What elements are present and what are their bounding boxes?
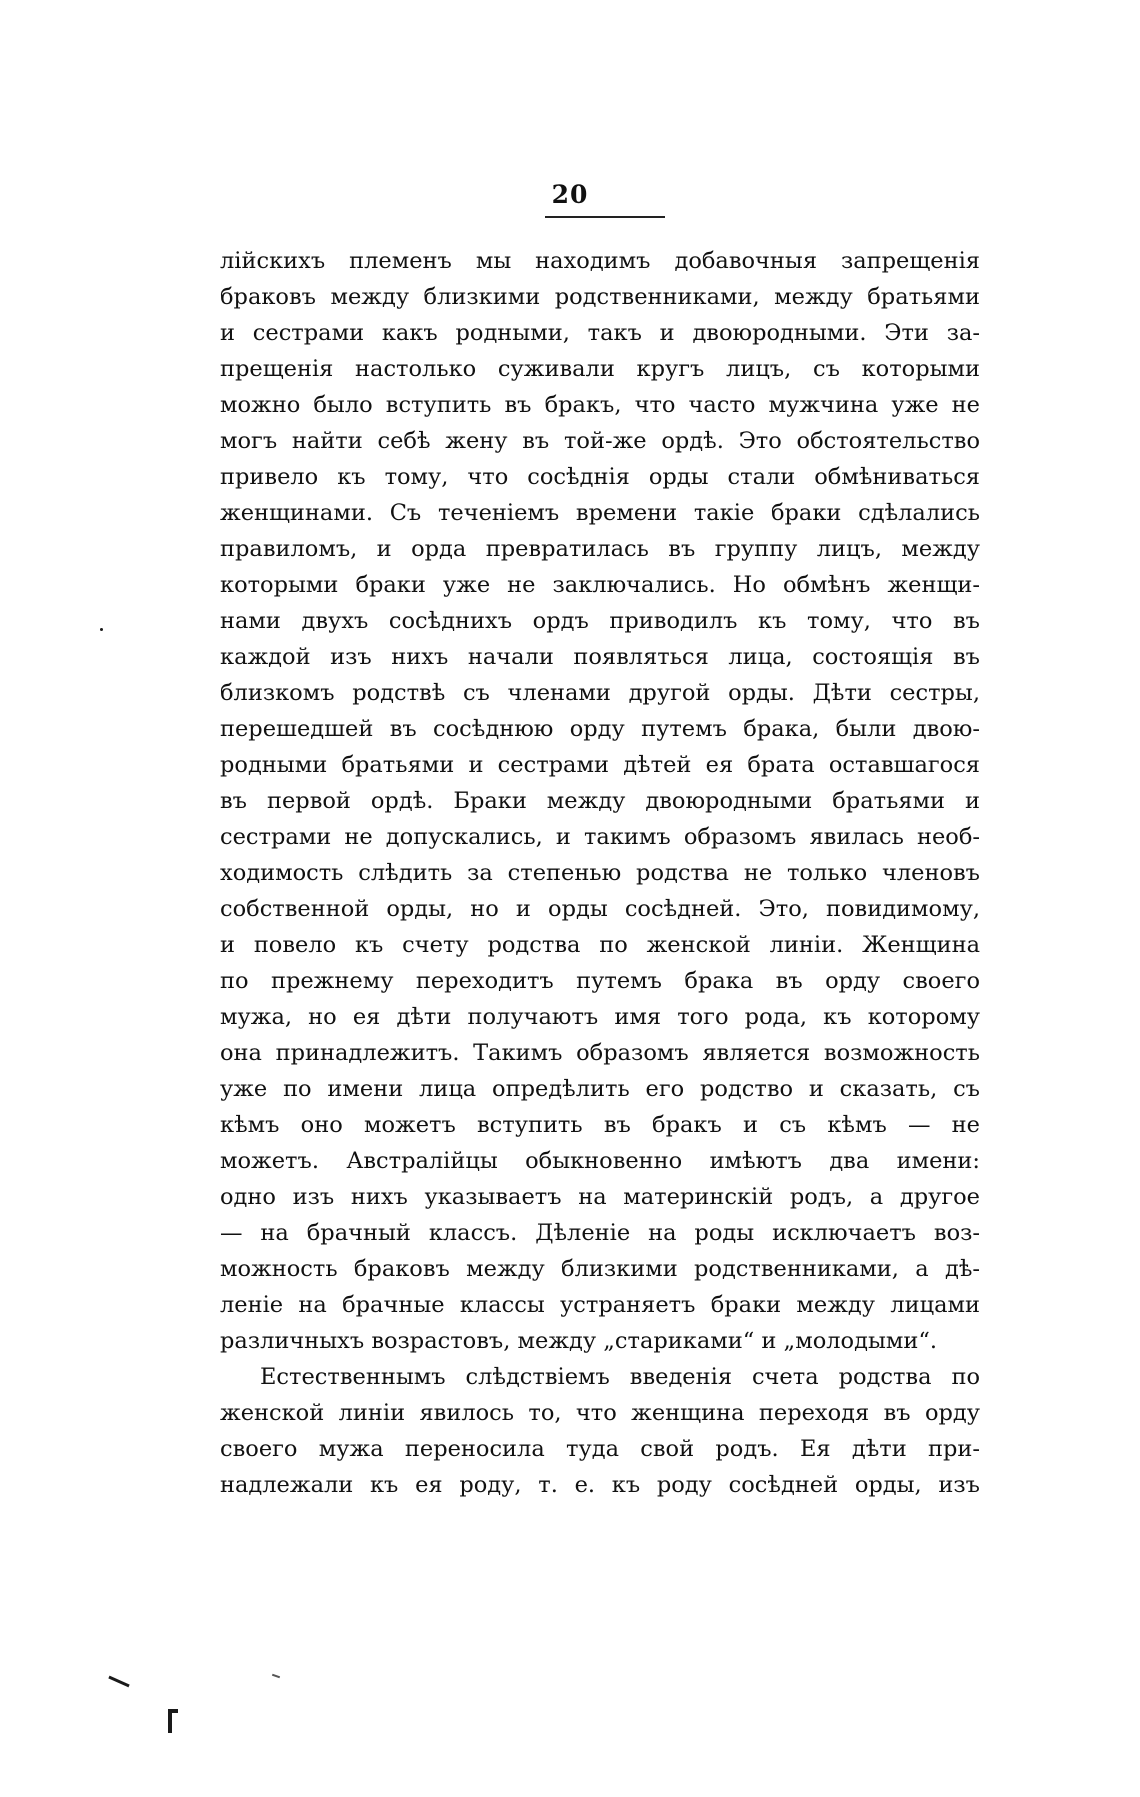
paragraph-end-line: различныхъ возрастовъ, между „стариками“ и „молодыми“. xyxy=(220,1328,938,1354)
text-line: которыми браки уже не заключались. Но обмѣнъ женщи- xyxy=(220,572,980,598)
page-number-rule xyxy=(545,216,665,218)
text-line: нами двухъ сосѣднихъ ордъ приводилъ къ тому, что въ xyxy=(220,608,980,634)
text-line: могъ найти себѣ жену въ той-же ордѣ. Это обстоятельство xyxy=(220,428,980,454)
text-line: уже по имени лица опредѣлить его родство и сказать, съ xyxy=(220,1076,980,1102)
text-line: и повело къ счету родства по женской линіи. Женщина xyxy=(220,932,980,958)
text-line: леніе на брачные классы устраняетъ браки между лицами xyxy=(220,1292,980,1318)
body-text xyxy=(220,243,980,1503)
scan-mark xyxy=(168,1709,178,1713)
text-line: она принадлежитъ. Такимъ образомъ является возможность xyxy=(220,1040,980,1066)
text-line: каждой изъ нихъ начали появляться лица, состоящія въ xyxy=(220,644,980,670)
text-line: перешедшей въ сосѣднюю орду путемъ брака, были двою- xyxy=(220,716,980,742)
text-line: по прежнему переходитъ путемъ брака въ орду своего xyxy=(220,968,980,994)
text-line: своего мужа переносила туда свой родъ. Ея дѣти при- xyxy=(220,1436,980,1462)
text-line: можность браковъ между близкими родственниками, а дѣ- xyxy=(220,1256,980,1282)
text-line: — на брачный классъ. Дѣленіе на роды исключаетъ воз- xyxy=(220,1220,980,1246)
text-line: ходимость слѣдить за степенью родства не только членовъ xyxy=(220,860,980,886)
text-line: родными братьями и сестрами дѣтей ея брата оставшагося xyxy=(220,752,980,778)
text-line: мужа, но ея дѣти получаютъ имя того рода, къ которому xyxy=(220,1004,980,1030)
text-line: привело къ тому, что сосѣднія орды стали обмѣниваться xyxy=(220,464,980,490)
scan-mark xyxy=(272,1674,280,1679)
text-line: собственной орды, но и орды сосѣдней. Это, повидимому, xyxy=(220,896,980,922)
scan-mark xyxy=(108,1676,129,1688)
paragraph-start-line: Естественнымъ слѣдствіемъ введенія счета родства по xyxy=(260,1364,980,1390)
text-line: надлежали къ ея роду, т. е. къ роду сосѣдней орды, изъ xyxy=(220,1472,980,1498)
text-line: одно изъ нихъ указываетъ на материнскій родъ, а другое xyxy=(220,1184,980,1210)
text-line: лійскихъ племенъ мы находимъ добавочныя запрещенія xyxy=(220,248,980,274)
text-line: можетъ. Австралійцы обыкновенно имѣютъ два имени: xyxy=(220,1148,980,1174)
text-line: женщинами. Съ теченіемъ времени такіе браки сдѣлались xyxy=(220,500,980,526)
page-number: 20 xyxy=(551,180,589,209)
text-line: прещенія настолько суживали кругъ лицъ, съ которыми xyxy=(220,356,980,382)
text-line: правиломъ, и орда превратилась въ группу лицъ, между xyxy=(220,536,980,562)
text-line: близкомъ родствѣ съ членами другой орды. Дѣти сестры, xyxy=(220,680,980,706)
text-line: можно было вступить въ бракъ, что часто мужчина уже не xyxy=(220,392,980,418)
text-line: кѣмъ оно можетъ вступить въ бракъ и съ кѣмъ — не xyxy=(220,1112,980,1138)
scan-speck xyxy=(100,628,103,631)
text-line: женской линіи явилось то, что женщина переходя въ орду xyxy=(220,1400,980,1426)
text-line: и сестрами какъ родными, такъ и двоюродными. Эти за- xyxy=(220,320,980,346)
text-line: въ первой ордѣ. Браки между двоюродными братьями и xyxy=(220,788,980,814)
text-line: сестрами не допускались, и такимъ образомъ явилась необ- xyxy=(220,824,980,850)
text-line: браковъ между близкими родственниками, между братьями xyxy=(220,284,980,310)
